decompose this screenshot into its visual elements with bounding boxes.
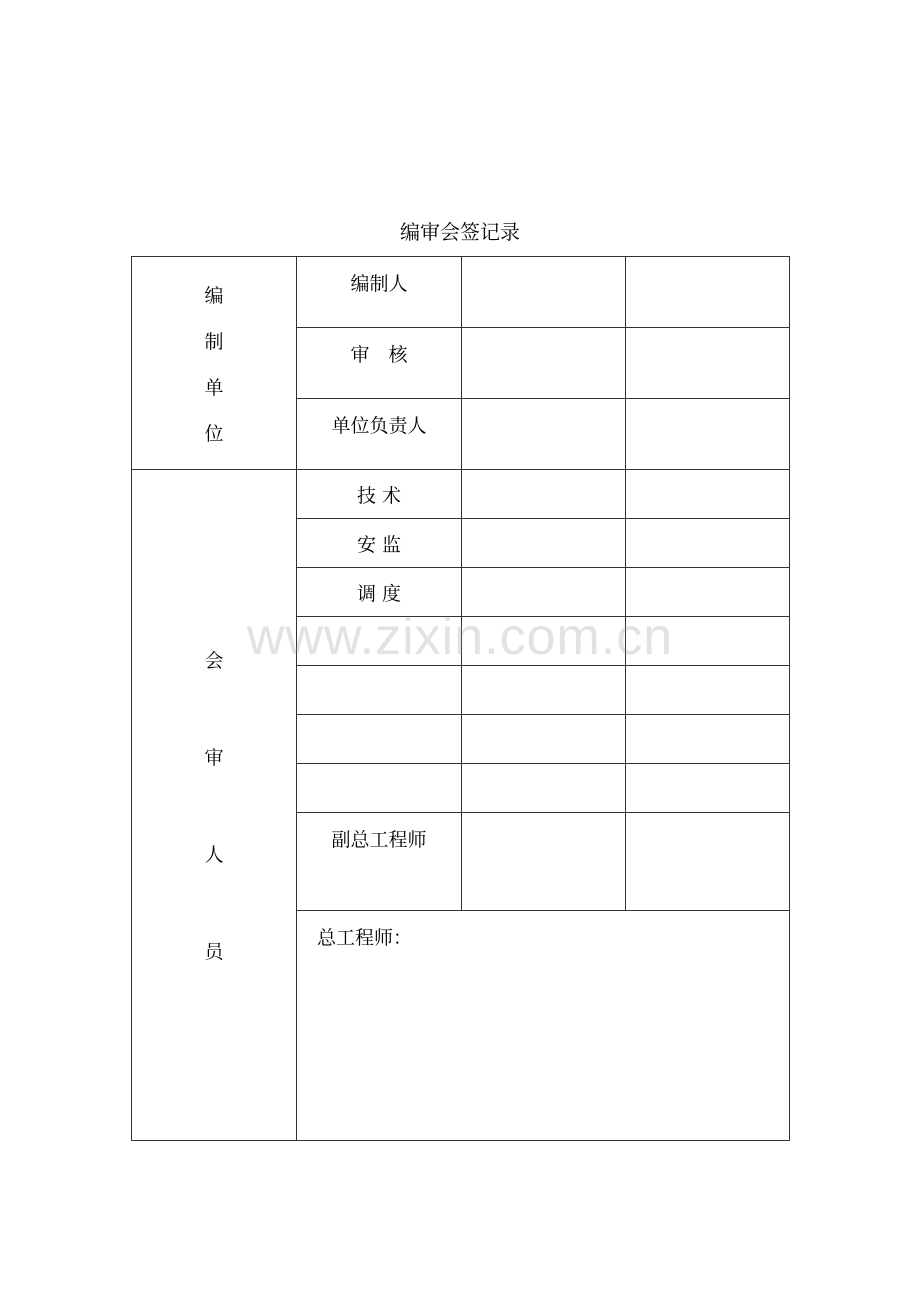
row-label[interactable] — [297, 666, 462, 715]
date-cell[interactable] — [626, 764, 790, 813]
unit-side-char: 编 — [204, 284, 224, 307]
date-cell[interactable] — [626, 257, 790, 328]
review-side-char: 员 — [204, 941, 224, 963]
date-cell[interactable] — [626, 715, 790, 764]
date-cell[interactable] — [626, 813, 790, 911]
date-cell[interactable] — [626, 470, 790, 519]
review-side-label — [132, 470, 297, 1141]
unit-side-char: 位 — [204, 422, 224, 445]
row-label: 审 核 — [297, 328, 462, 399]
unit-row-compiler — [132, 257, 790, 328]
row-label: 单位负责人 — [297, 399, 462, 470]
document-title: 编审会签记录 — [400, 220, 520, 244]
date-cell[interactable] — [626, 519, 790, 568]
chief-engineer-cell[interactable] — [297, 911, 790, 1141]
date-cell[interactable] — [626, 399, 790, 470]
row-label: 技 术 — [297, 470, 462, 519]
signature-cell[interactable] — [462, 257, 626, 328]
unit-side-char: 制 — [204, 330, 224, 353]
signature-cell[interactable] — [462, 470, 626, 519]
review-side-char: 审 — [204, 747, 224, 769]
row-label: 编制人 — [297, 257, 462, 328]
unit-side-char: 单 — [204, 376, 224, 399]
watermark: www.zixin.com.cn — [246, 608, 674, 666]
row-label: 调 度 — [297, 568, 462, 617]
signature-cell[interactable] — [462, 328, 626, 399]
signature-cell[interactable] — [462, 399, 626, 470]
review-side-char: 人 — [204, 844, 224, 866]
signature-cell[interactable] — [462, 666, 626, 715]
unit-side-label — [132, 257, 297, 470]
row-label: 副总工程师 — [297, 813, 462, 911]
row-label[interactable] — [297, 715, 462, 764]
signature-cell[interactable] — [462, 715, 626, 764]
signature-cell[interactable] — [462, 813, 626, 911]
date-cell[interactable] — [626, 328, 790, 399]
row-label[interactable] — [297, 764, 462, 813]
signature-cell[interactable] — [462, 519, 626, 568]
chief-engineer-label: 总工程师： — [317, 927, 413, 949]
signature-cell[interactable] — [462, 764, 626, 813]
row-label: 安 监 — [297, 519, 462, 568]
review-side-char: 会 — [204, 650, 224, 672]
date-cell[interactable] — [626, 666, 790, 715]
sign-off-table — [131, 256, 790, 1141]
review-row-tech — [132, 470, 790, 519]
